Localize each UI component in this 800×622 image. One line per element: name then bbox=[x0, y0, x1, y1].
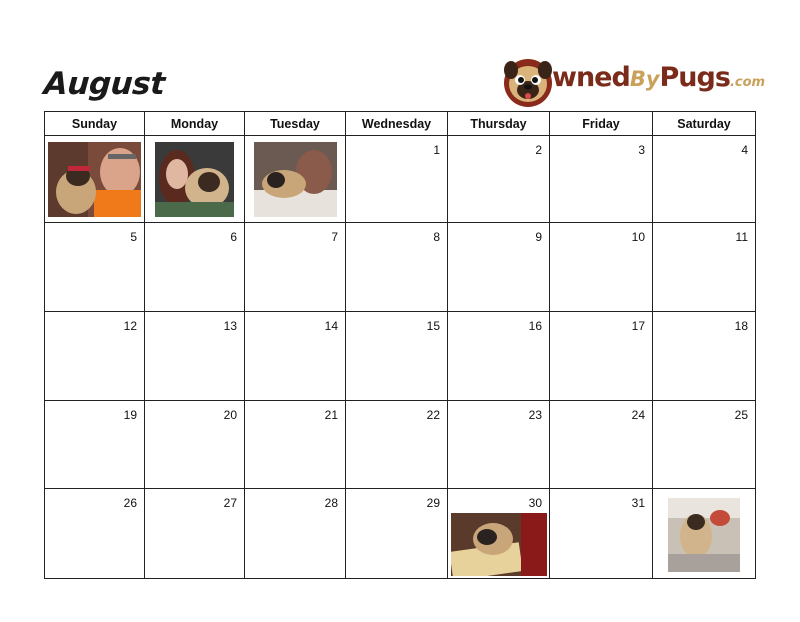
day-number: 15 bbox=[426, 319, 440, 333]
day-cell[interactable] bbox=[550, 223, 653, 311]
day-cell[interactable] bbox=[550, 312, 653, 400]
day-number: 29 bbox=[426, 496, 440, 510]
weekday-header: Tuesday bbox=[245, 112, 346, 135]
calendar-grid bbox=[44, 111, 756, 579]
day-number: 10 bbox=[631, 230, 645, 244]
day-number: 4 bbox=[741, 143, 748, 157]
day-number: 11 bbox=[735, 230, 748, 244]
day-cell-empty bbox=[653, 489, 755, 578]
day-cell[interactable] bbox=[245, 312, 346, 400]
day-number: 12 bbox=[123, 319, 137, 333]
day-number: 13 bbox=[223, 319, 237, 333]
day-cell-empty bbox=[45, 136, 145, 222]
weekday-header: Friday bbox=[550, 112, 653, 135]
day-number: 24 bbox=[631, 408, 645, 422]
day-cell[interactable] bbox=[145, 401, 245, 488]
day-number: 2 bbox=[535, 143, 542, 157]
logo-dotcom-text: .com bbox=[729, 75, 766, 90]
day-number: 17 bbox=[631, 319, 645, 333]
weekday-header-row bbox=[45, 112, 755, 136]
day-cell[interactable] bbox=[448, 401, 550, 488]
day-number: 31 bbox=[631, 496, 645, 510]
day-cell[interactable] bbox=[346, 312, 448, 400]
day-number: 20 bbox=[223, 408, 237, 422]
weekday-header: Thursday bbox=[448, 112, 550, 135]
pug-photo bbox=[254, 142, 337, 217]
calendar-week bbox=[45, 136, 755, 223]
day-cell[interactable] bbox=[45, 223, 145, 311]
day-number: 6 bbox=[230, 230, 237, 244]
calendar-days bbox=[45, 136, 755, 578]
owned-by-pugs-logo bbox=[500, 56, 766, 108]
month-title: August bbox=[42, 66, 166, 102]
day-number: 8 bbox=[433, 230, 440, 244]
day-number: 30 bbox=[528, 496, 542, 510]
weekday-header: Saturday bbox=[677, 116, 731, 131]
day-number: 27 bbox=[223, 496, 237, 510]
day-cell[interactable] bbox=[448, 489, 550, 578]
day-cell[interactable] bbox=[145, 312, 245, 400]
day-cell[interactable] bbox=[653, 223, 755, 311]
day-cell[interactable] bbox=[550, 136, 653, 222]
logo-pugs-text: Pugs bbox=[659, 62, 730, 93]
logo-by-text: By bbox=[629, 67, 660, 91]
day-number: 21 bbox=[324, 408, 338, 422]
day-cell[interactable] bbox=[245, 401, 346, 488]
day-cell[interactable] bbox=[653, 136, 755, 222]
pug-photo bbox=[155, 142, 234, 217]
day-cell-empty bbox=[145, 136, 245, 222]
day-cell[interactable] bbox=[448, 223, 550, 311]
calendar-week bbox=[45, 401, 755, 489]
calendar-week bbox=[45, 312, 755, 401]
weekday-header: Wednesday bbox=[346, 112, 448, 135]
day-cell[interactable] bbox=[653, 312, 755, 400]
day-cell[interactable] bbox=[346, 401, 448, 488]
day-cell[interactable] bbox=[145, 489, 245, 578]
weekday-header: Monday bbox=[145, 112, 245, 135]
day-cell[interactable] bbox=[346, 489, 448, 578]
day-number: 3 bbox=[638, 143, 645, 157]
day-number: 19 bbox=[123, 408, 137, 422]
day-number: 7 bbox=[331, 230, 338, 244]
day-cell[interactable] bbox=[550, 489, 653, 578]
day-cell[interactable] bbox=[346, 136, 448, 222]
calendar-week bbox=[45, 223, 755, 312]
day-cell[interactable] bbox=[145, 223, 245, 311]
day-number: 14 bbox=[324, 319, 338, 333]
day-cell[interactable] bbox=[346, 223, 448, 311]
day-number: 26 bbox=[123, 496, 137, 510]
day-cell[interactable] bbox=[45, 312, 145, 400]
day-number: 28 bbox=[324, 496, 338, 510]
day-number: 25 bbox=[734, 408, 748, 422]
day-cell[interactable] bbox=[550, 401, 653, 488]
day-cell[interactable] bbox=[448, 136, 550, 222]
day-number: 1 bbox=[433, 143, 440, 157]
day-number: 23 bbox=[528, 408, 542, 422]
pug-face-icon bbox=[500, 56, 556, 108]
day-number: 16 bbox=[528, 319, 542, 333]
day-number: 9 bbox=[535, 230, 542, 244]
day-cell[interactable] bbox=[245, 223, 346, 311]
logo-wordmark bbox=[552, 62, 765, 93]
day-number: 5 bbox=[130, 230, 137, 244]
day-number: 22 bbox=[426, 408, 440, 422]
logo-owned-text: wned bbox=[552, 62, 630, 93]
day-cell-empty bbox=[245, 136, 346, 222]
day-cell[interactable] bbox=[45, 401, 145, 488]
day-cell[interactable] bbox=[653, 401, 755, 488]
pug-photo bbox=[48, 142, 141, 217]
calendar-week bbox=[45, 489, 755, 578]
day-cell[interactable] bbox=[245, 489, 346, 578]
weekday-header: Sunday bbox=[45, 112, 145, 135]
pug-photo bbox=[451, 513, 547, 576]
day-number: 18 bbox=[734, 319, 748, 333]
day-cell[interactable] bbox=[448, 312, 550, 400]
pug-photo bbox=[668, 498, 740, 572]
day-cell[interactable] bbox=[45, 489, 145, 578]
